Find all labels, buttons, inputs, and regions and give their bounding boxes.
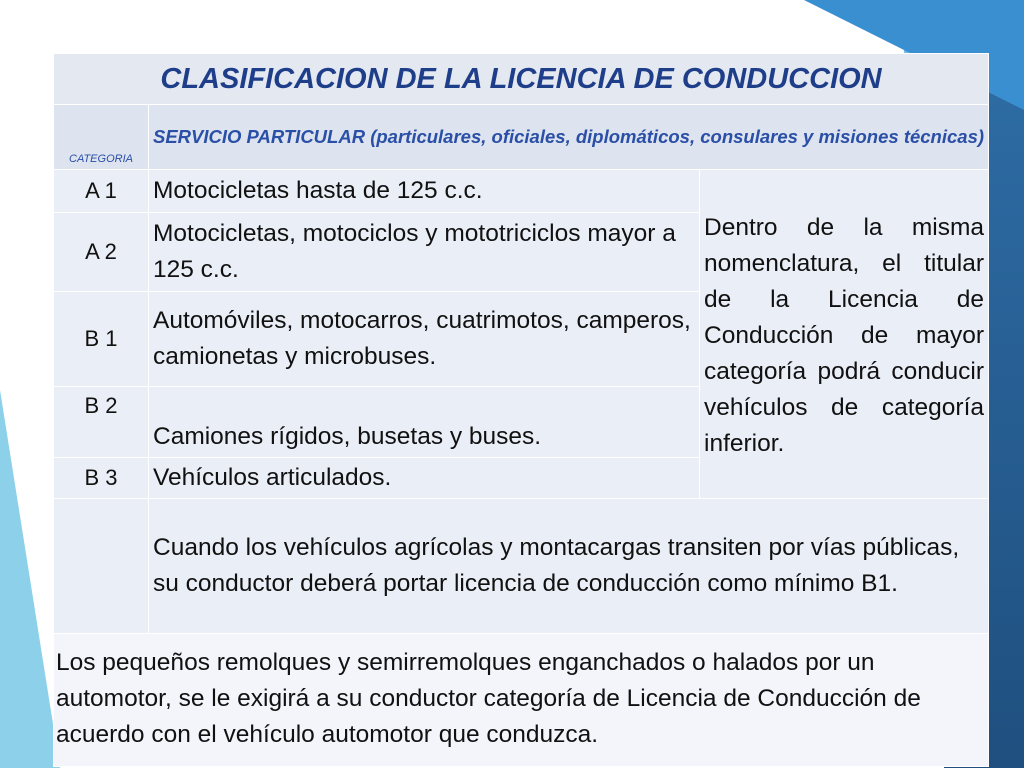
description-cell: Motocicletas, motociclos y mototriciclos mayor a 125 c.c. bbox=[149, 213, 700, 292]
description-cell: Automóviles, motocarros, cuatrimotos, camperos, camionetas y microbuses. bbox=[149, 292, 700, 387]
license-classification-table bbox=[53, 53, 989, 767]
category-cell: B 1 bbox=[54, 292, 149, 387]
footer-note: Los pequeños remolques y semirremolques enganchados o halados por un automotor, se le exigirá a su conductor categoría de Licencia de Conducción de acuerdo con el vehículo automotor que conduzca. bbox=[54, 634, 989, 767]
category-cell: B 2 bbox=[54, 387, 149, 458]
empty-category-cell bbox=[54, 499, 149, 634]
category-cell: A 1 bbox=[54, 170, 149, 213]
category-cell: B 3 bbox=[54, 458, 149, 499]
extra-note: Cuando los vehículos agrícolas y montacargas transiten por vías públicas, su conductor deberá portar licencia de conducción como mínimo B1. bbox=[149, 499, 989, 634]
side-note: Dentro de la misma nomenclatura, el titular de la Licencia de Conducción de mayor categoría podrá conducir vehículos de categoría inferior. bbox=[700, 170, 989, 499]
service-header: SERVICIO PARTICULAR (particulares, oficiales, diplomáticos, consulares y misiones técnicas) bbox=[149, 105, 989, 170]
description-cell: Motocicletas hasta de 125 c.c. bbox=[149, 170, 700, 213]
description-cell: Camiones rígidos, busetas y buses. bbox=[149, 387, 700, 458]
table-title: CLASIFICACION DE LA LICENCIA DE CONDUCCION bbox=[54, 54, 989, 105]
table-row bbox=[54, 499, 989, 634]
description-cell: Vehículos articulados. bbox=[149, 458, 700, 499]
table-row bbox=[54, 634, 989, 767]
category-cell: A 2 bbox=[54, 213, 149, 292]
decorative-shape-left bbox=[0, 390, 60, 768]
category-header: CATEGORIA bbox=[54, 105, 149, 170]
table-row bbox=[54, 170, 989, 213]
